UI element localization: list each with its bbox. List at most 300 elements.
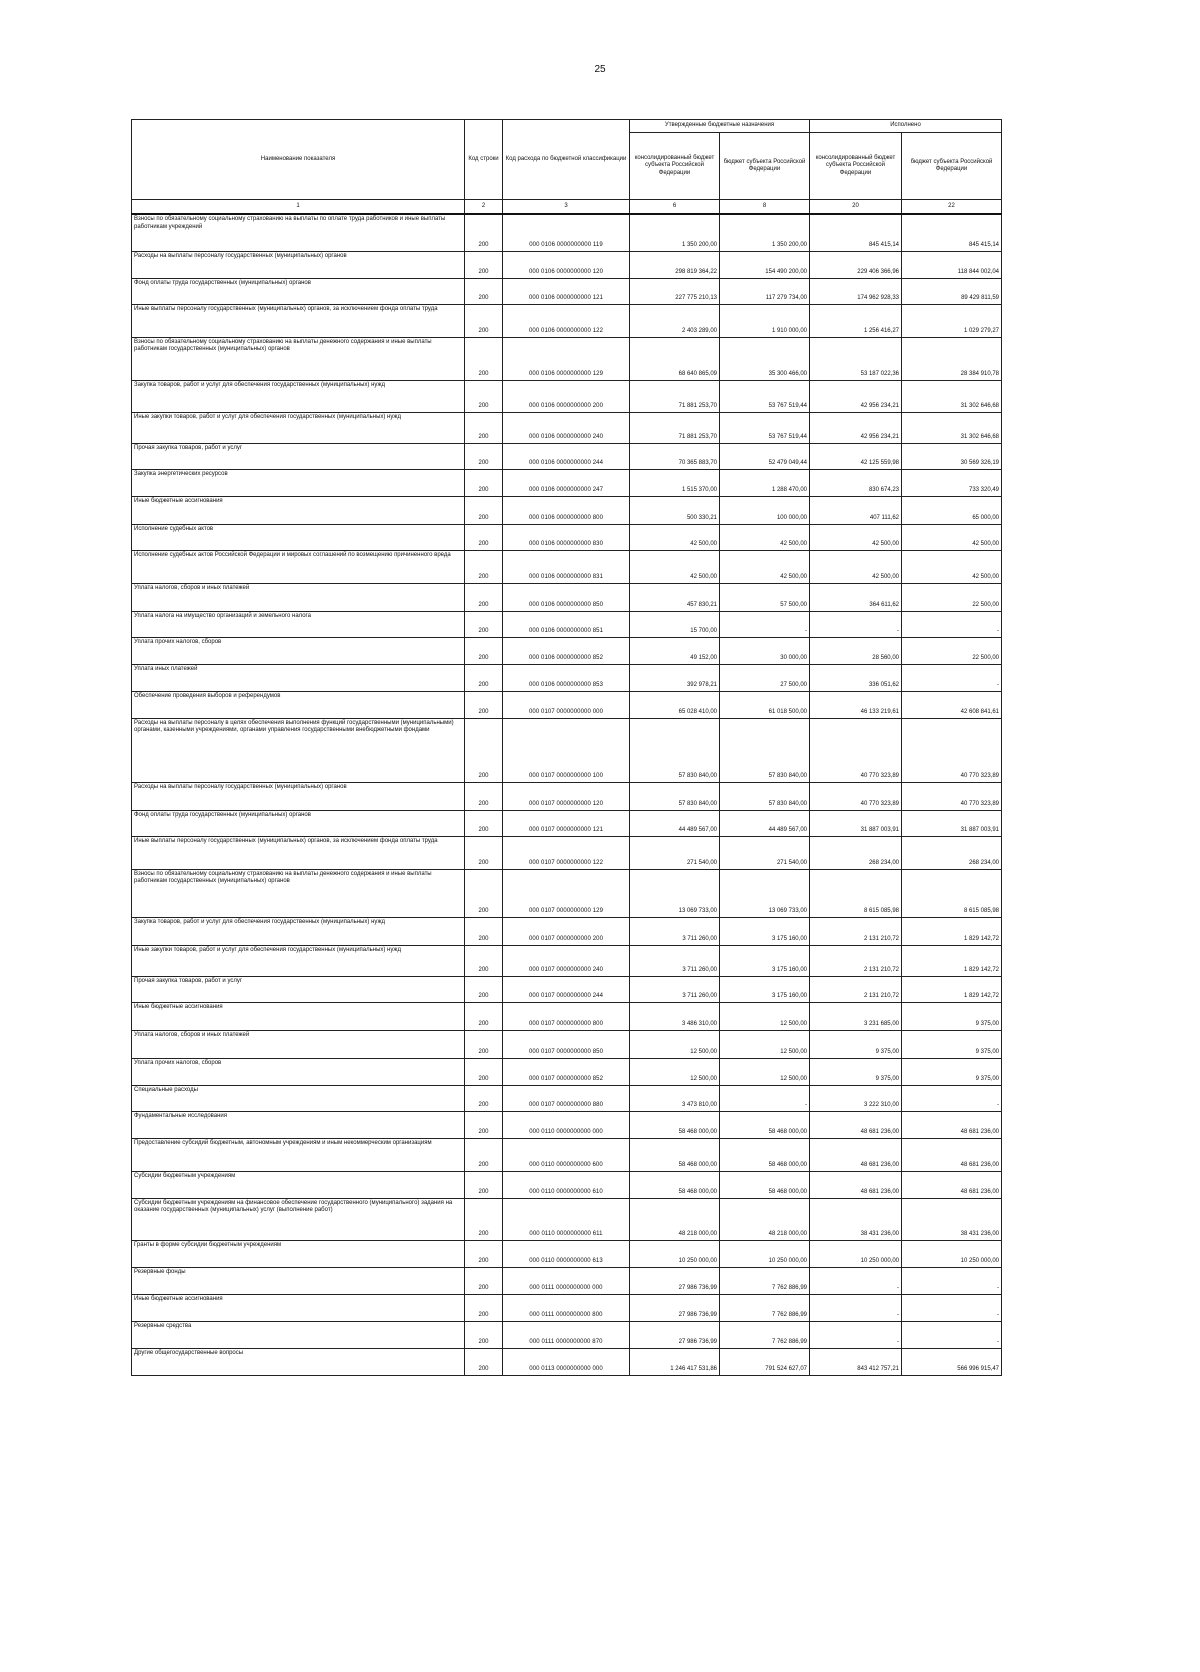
col-number: 3 xyxy=(503,200,630,215)
col-number: 22 xyxy=(902,200,1002,215)
row-kbk-cell: 000 0107 0000000000 120 xyxy=(503,782,630,810)
row-subj-approved-cell: 58 468 000,00 xyxy=(720,1138,810,1171)
col-header-subj-executed: бюджет субъекта Российской Федерации xyxy=(902,133,1002,200)
row-code-cell: 200 xyxy=(465,1171,503,1198)
table-row xyxy=(132,304,1002,337)
table-row xyxy=(132,1085,1002,1111)
row-kbk-cell: 000 0107 0000000000 850 xyxy=(503,1030,630,1058)
row-cons-executed-cell: 42 956 234,21 xyxy=(810,412,902,443)
row-name-cell: Субсидии бюджетным учреждениям xyxy=(132,1171,465,1198)
row-kbk-cell: 000 0106 0000000000 247 xyxy=(503,469,630,496)
row-name-cell: Закупка товаров, работ и услуг для обеспечения государственных (муниципальных) нужд xyxy=(132,380,465,412)
table-row xyxy=(132,1030,1002,1058)
row-subj-approved-cell: 13 069 733,00 xyxy=(720,869,810,917)
row-cons-approved-cell: 27 986 736,99 xyxy=(630,1267,720,1294)
row-subj-approved-cell: 7 762 886,99 xyxy=(720,1294,810,1321)
row-subj-approved-cell: 42 500,00 xyxy=(720,550,810,583)
table-row xyxy=(132,1002,1002,1030)
row-code-cell: 200 xyxy=(465,1058,503,1085)
col-header-kbk: Код расхода по бюджетной классификации xyxy=(503,120,630,200)
row-subj-approved-cell: 154 490 200,00 xyxy=(720,251,810,278)
row-kbk-cell: 000 0106 0000000000 121 xyxy=(503,278,630,304)
row-subj-executed-cell: 42 500,00 xyxy=(902,550,1002,583)
row-subj-executed-cell: 9 375,00 xyxy=(902,1030,1002,1058)
table-row xyxy=(132,637,1002,664)
row-name-cell: Уплата прочих налогов, сборов xyxy=(132,637,465,664)
table-row xyxy=(132,412,1002,443)
row-subj-executed-cell: 31 302 646,68 xyxy=(902,412,1002,443)
row-subj-approved-cell: 52 479 049,44 xyxy=(720,443,810,469)
row-kbk-cell: 000 0106 0000000000 119 xyxy=(503,214,630,251)
row-subj-executed-cell: 1 829 142,72 xyxy=(902,976,1002,1002)
row-cons-executed-cell: - xyxy=(810,1267,902,1294)
table-row xyxy=(132,1348,1002,1375)
row-subj-executed-cell: - xyxy=(902,611,1002,637)
row-kbk-cell: 000 0107 0000000000 121 xyxy=(503,810,630,836)
row-kbk-cell: 000 0111 0000000000 870 xyxy=(503,1321,630,1348)
row-subj-approved-cell: 53 767 519,44 xyxy=(720,380,810,412)
row-code-cell: 200 xyxy=(465,469,503,496)
row-subj-executed-cell: - xyxy=(902,1321,1002,1348)
row-subj-executed-cell: 31 887 003,91 xyxy=(902,810,1002,836)
row-subj-approved-cell: 35 300 466,00 xyxy=(720,337,810,380)
row-code-cell: 200 xyxy=(465,524,503,550)
row-cons-executed-cell: 2 131 210,72 xyxy=(810,945,902,976)
row-code-cell: 200 xyxy=(465,1240,503,1267)
row-code-cell: 200 xyxy=(465,1111,503,1138)
row-cons-approved-cell: 27 986 736,99 xyxy=(630,1321,720,1348)
row-cons-executed-cell: 46 133 219,61 xyxy=(810,691,902,718)
row-name-cell: Иные бюджетные ассигнования xyxy=(132,496,465,524)
table-row xyxy=(132,1138,1002,1171)
col-header-cons-approved: консолидированный бюджет субъекта Российской Федерации xyxy=(630,133,720,200)
row-subj-executed-cell: 30 569 326,19 xyxy=(902,443,1002,469)
row-kbk-cell: 000 0106 0000000000 800 xyxy=(503,496,630,524)
row-cons-approved-cell: 1 246 417 531,86 xyxy=(630,1348,720,1375)
row-cons-approved-cell: 49 152,00 xyxy=(630,637,720,664)
row-cons-executed-cell: 3 222 310,00 xyxy=(810,1085,902,1111)
row-name-cell: Гранты в форме субсидии бюджетным учреждениям xyxy=(132,1240,465,1267)
row-cons-approved-cell: 10 250 000,00 xyxy=(630,1240,720,1267)
row-kbk-cell: 000 0106 0000000000 853 xyxy=(503,664,630,691)
row-subj-executed-cell: 22 500,00 xyxy=(902,583,1002,611)
row-kbk-cell: 000 0106 0000000000 120 xyxy=(503,251,630,278)
row-subj-executed-cell: 38 431 236,00 xyxy=(902,1198,1002,1240)
row-subj-approved-cell: 57 830 840,00 xyxy=(720,782,810,810)
row-cons-approved-cell: 3 486 310,00 xyxy=(630,1002,720,1030)
row-cons-executed-cell: 364 611,62 xyxy=(810,583,902,611)
row-kbk-cell: 000 0111 0000000000 000 xyxy=(503,1267,630,1294)
row-kbk-cell: 000 0110 0000000000 600 xyxy=(503,1138,630,1171)
row-cons-executed-cell: 28 560,00 xyxy=(810,637,902,664)
table-row xyxy=(132,496,1002,524)
row-cons-executed-cell: - xyxy=(810,1294,902,1321)
row-cons-executed-cell: 2 131 210,72 xyxy=(810,917,902,945)
row-kbk-cell: 000 0106 0000000000 851 xyxy=(503,611,630,637)
row-code-cell: 200 xyxy=(465,380,503,412)
row-cons-executed-cell: 843 412 757,21 xyxy=(810,1348,902,1375)
row-name-cell: Субсидии бюджетным учреждениям на финансовое обеспечение государственного (муниципального) задания на оказание государственных (муниципальных) услуг (выполнение работ) xyxy=(132,1198,465,1240)
col-number: 2 xyxy=(465,200,503,215)
row-name-cell: Иные закупки товаров, работ и услуг для обеспечения государственных (муниципальных) нужд xyxy=(132,945,465,976)
row-name-cell: Уплата налогов, сборов и иных платежей xyxy=(132,583,465,611)
table-row xyxy=(132,1171,1002,1198)
row-cons-executed-cell: - xyxy=(810,1321,902,1348)
table-row xyxy=(132,443,1002,469)
row-cons-executed-cell: 268 234,00 xyxy=(810,836,902,869)
row-cons-executed-cell: 48 681 236,00 xyxy=(810,1111,902,1138)
row-subj-executed-cell: 48 681 236,00 xyxy=(902,1111,1002,1138)
row-name-cell: Иные бюджетные ассигнования xyxy=(132,1002,465,1030)
row-code-cell: 200 xyxy=(465,1294,503,1321)
row-cons-approved-cell: 1 350 200,00 xyxy=(630,214,720,251)
row-kbk-cell: 000 0107 0000000000 000 xyxy=(503,691,630,718)
table-row xyxy=(132,836,1002,869)
row-subj-executed-cell: 9 375,00 xyxy=(902,1058,1002,1085)
row-kbk-cell: 000 0107 0000000000 880 xyxy=(503,1085,630,1111)
row-kbk-cell: 000 0107 0000000000 800 xyxy=(503,1002,630,1030)
row-cons-approved-cell: 271 540,00 xyxy=(630,836,720,869)
row-cons-executed-cell: 42 500,00 xyxy=(810,550,902,583)
row-code-cell: 200 xyxy=(465,278,503,304)
table-row xyxy=(132,1294,1002,1321)
row-name-cell: Исполнение судебных актов xyxy=(132,524,465,550)
row-cons-executed-cell: 845 415,14 xyxy=(810,214,902,251)
row-code-cell: 200 xyxy=(465,810,503,836)
row-name-cell: Прочая закупка товаров, работ и услуг xyxy=(132,443,465,469)
table-row xyxy=(132,1198,1002,1240)
row-cons-approved-cell: 13 069 733,00 xyxy=(630,869,720,917)
row-code-cell: 200 xyxy=(465,945,503,976)
row-subj-approved-cell: 3 175 160,00 xyxy=(720,917,810,945)
row-cons-executed-cell: 8 615 085,98 xyxy=(810,869,902,917)
row-subj-approved-cell: 12 500,00 xyxy=(720,1030,810,1058)
row-subj-approved-cell: 7 762 886,99 xyxy=(720,1267,810,1294)
table-row xyxy=(132,214,1002,251)
row-cons-approved-cell: 3 711 260,00 xyxy=(630,976,720,1002)
table-row xyxy=(132,469,1002,496)
row-cons-executed-cell: 38 431 236,00 xyxy=(810,1198,902,1240)
row-name-cell: Расходы на выплаты персоналу государственных (муниципальных) органов xyxy=(132,782,465,810)
table-row xyxy=(132,976,1002,1002)
row-subj-executed-cell: 42 608 841,61 xyxy=(902,691,1002,718)
table-row xyxy=(132,869,1002,917)
table-row xyxy=(132,1240,1002,1267)
row-code-cell: 200 xyxy=(465,550,503,583)
row-subj-executed-cell: - xyxy=(902,1267,1002,1294)
row-cons-executed-cell: 174 962 928,33 xyxy=(810,278,902,304)
row-code-cell: 200 xyxy=(465,412,503,443)
row-name-cell: Уплата иных платежей xyxy=(132,664,465,691)
row-cons-approved-cell: 3 473 810,00 xyxy=(630,1085,720,1111)
row-code-cell: 200 xyxy=(465,691,503,718)
row-name-cell: Иные выплаты персоналу государственных (муниципальных) органов, за исключением фонда оплаты труда xyxy=(132,304,465,337)
row-name-cell: Закупка энергетических ресурсов xyxy=(132,469,465,496)
row-code-cell: 200 xyxy=(465,496,503,524)
table-row xyxy=(132,380,1002,412)
row-code-cell: 200 xyxy=(465,1030,503,1058)
group-header-approved: Утвержденные бюджетные назначения xyxy=(630,120,810,133)
row-name-cell: Иные выплаты персоналу государственных (муниципальных) органов, за исключением фонда оплаты труда xyxy=(132,836,465,869)
row-code-cell: 200 xyxy=(465,869,503,917)
row-code-cell: 200 xyxy=(465,1348,503,1375)
row-subj-approved-cell: 3 175 160,00 xyxy=(720,945,810,976)
row-name-cell: Фундаментальные исследования xyxy=(132,1111,465,1138)
row-subj-approved-cell: 12 500,00 xyxy=(720,1002,810,1030)
group-header-executed: Исполнено xyxy=(810,120,1002,133)
row-subj-executed-cell: - xyxy=(902,1294,1002,1321)
row-name-cell: Резервные фонды xyxy=(132,1267,465,1294)
row-name-cell: Исполнение судебных актов Российской Федерации и мировых соглашений по возмещению причиненного вреда xyxy=(132,550,465,583)
table-row xyxy=(132,718,1002,782)
row-cons-executed-cell: 1 256 416,27 xyxy=(810,304,902,337)
row-code-cell: 200 xyxy=(465,583,503,611)
row-name-cell: Фонд оплаты труда государственных (муниципальных) органов xyxy=(132,278,465,304)
row-subj-approved-cell: 12 500,00 xyxy=(720,1058,810,1085)
row-subj-approved-cell: 48 218 000,00 xyxy=(720,1198,810,1240)
row-subj-approved-cell: 57 830 840,00 xyxy=(720,718,810,782)
col-number: 20 xyxy=(810,200,902,215)
row-subj-approved-cell: 42 500,00 xyxy=(720,524,810,550)
row-code-cell: 200 xyxy=(465,637,503,664)
row-kbk-cell: 000 0110 0000000000 000 xyxy=(503,1111,630,1138)
row-cons-approved-cell: 58 468 000,00 xyxy=(630,1171,720,1198)
row-kbk-cell: 000 0107 0000000000 129 xyxy=(503,869,630,917)
row-subj-executed-cell: 48 681 236,00 xyxy=(902,1171,1002,1198)
row-cons-approved-cell: 12 500,00 xyxy=(630,1030,720,1058)
col-header-subj-approved: бюджет субъекта Российской Федерации xyxy=(720,133,810,200)
row-subj-executed-cell: 118 844 002,04 xyxy=(902,251,1002,278)
row-name-cell: Взносы по обязательному социальному страхованию на выплаты денежного содержания и иные выплаты работникам государственных (муниципальных) органов xyxy=(132,337,465,380)
row-cons-approved-cell: 1 515 370,00 xyxy=(630,469,720,496)
table-row xyxy=(132,1058,1002,1085)
row-cons-executed-cell: 42 956 234,21 xyxy=(810,380,902,412)
row-code-cell: 200 xyxy=(465,251,503,278)
row-cons-approved-cell: 42 500,00 xyxy=(630,550,720,583)
row-subj-executed-cell: 845 415,14 xyxy=(902,214,1002,251)
row-cons-approved-cell: 58 468 000,00 xyxy=(630,1138,720,1171)
row-code-cell: 200 xyxy=(465,1085,503,1111)
row-kbk-cell: 000 0107 0000000000 200 xyxy=(503,917,630,945)
row-cons-executed-cell: 53 187 022,36 xyxy=(810,337,902,380)
row-subj-executed-cell: 40 770 323,89 xyxy=(902,782,1002,810)
row-code-cell: 200 xyxy=(465,976,503,1002)
row-cons-executed-cell: 3 231 685,00 xyxy=(810,1002,902,1030)
row-cons-approved-cell: 298 819 364,22 xyxy=(630,251,720,278)
table-row xyxy=(132,782,1002,810)
row-subj-executed-cell: 733 320,49 xyxy=(902,469,1002,496)
table-body xyxy=(132,214,1002,1375)
row-code-cell: 200 xyxy=(465,304,503,337)
row-name-cell: Специальные расходы xyxy=(132,1085,465,1111)
row-name-cell: Иные бюджетные ассигнования xyxy=(132,1294,465,1321)
row-subj-executed-cell: 40 770 323,89 xyxy=(902,718,1002,782)
row-code-cell: 200 xyxy=(465,1267,503,1294)
row-cons-executed-cell: 40 770 323,89 xyxy=(810,718,902,782)
row-subj-executed-cell: 8 615 085,98 xyxy=(902,869,1002,917)
row-name-cell: Обеспечение проведения выборов и референдумов xyxy=(132,691,465,718)
row-cons-approved-cell: 27 986 736,99 xyxy=(630,1294,720,1321)
row-cons-executed-cell: 336 051,62 xyxy=(810,664,902,691)
row-cons-executed-cell: 407 111,62 xyxy=(810,496,902,524)
row-cons-executed-cell: 48 681 236,00 xyxy=(810,1138,902,1171)
row-code-cell: 200 xyxy=(465,611,503,637)
row-cons-approved-cell: 392 978,21 xyxy=(630,664,720,691)
row-code-cell: 200 xyxy=(465,1138,503,1171)
row-subj-approved-cell: 53 767 519,44 xyxy=(720,412,810,443)
row-cons-approved-cell: 57 830 840,00 xyxy=(630,718,720,782)
row-subj-approved-cell: 7 762 886,99 xyxy=(720,1321,810,1348)
row-name-cell: Взносы по обязательному социальному страхованию на выплаты денежного содержания и иные выплаты работникам государственных (муниципальных) органов xyxy=(132,869,465,917)
row-cons-executed-cell: 48 681 236,00 xyxy=(810,1171,902,1198)
row-cons-executed-cell: 40 770 323,89 xyxy=(810,782,902,810)
row-subj-approved-cell: 58 468 000,00 xyxy=(720,1171,810,1198)
row-subj-executed-cell: 1 829 142,72 xyxy=(902,917,1002,945)
row-code-cell: 200 xyxy=(465,782,503,810)
row-cons-approved-cell: 68 640 865,09 xyxy=(630,337,720,380)
col-header-cons-executed: консолидированный бюджет субъекта Российской Федерации xyxy=(810,133,902,200)
row-cons-executed-cell: - xyxy=(810,611,902,637)
row-subj-executed-cell: 1 829 142,72 xyxy=(902,945,1002,976)
row-cons-executed-cell: 10 250 000,00 xyxy=(810,1240,902,1267)
row-subj-executed-cell: 268 234,00 xyxy=(902,836,1002,869)
row-subj-approved-cell: 10 250 000,00 xyxy=(720,1240,810,1267)
row-name-cell: Другие общегосударственные вопросы xyxy=(132,1348,465,1375)
table-row xyxy=(132,278,1002,304)
row-subj-approved-cell: 271 540,00 xyxy=(720,836,810,869)
row-subj-executed-cell: 10 250 000,00 xyxy=(902,1240,1002,1267)
row-cons-executed-cell: 2 131 210,72 xyxy=(810,976,902,1002)
row-subj-approved-cell: 117 279 734,00 xyxy=(720,278,810,304)
row-cons-approved-cell: 2 403 289,00 xyxy=(630,304,720,337)
row-cons-executed-cell: 9 375,00 xyxy=(810,1030,902,1058)
row-subj-approved-cell: 61 018 500,00 xyxy=(720,691,810,718)
row-kbk-cell: 000 0106 0000000000 830 xyxy=(503,524,630,550)
row-cons-approved-cell: 48 218 000,00 xyxy=(630,1198,720,1240)
row-kbk-cell: 000 0110 0000000000 613 xyxy=(503,1240,630,1267)
row-name-cell: Иные закупки товаров, работ и услуг для обеспечения государственных (муниципальных) нужд xyxy=(132,412,465,443)
row-code-cell: 200 xyxy=(465,1198,503,1240)
row-cons-approved-cell: 3 711 260,00 xyxy=(630,945,720,976)
table-header xyxy=(132,120,1002,215)
row-subj-approved-cell: 3 175 160,00 xyxy=(720,976,810,1002)
row-kbk-cell: 000 0110 0000000000 611 xyxy=(503,1198,630,1240)
table-row xyxy=(132,917,1002,945)
table-row xyxy=(132,524,1002,550)
row-cons-executed-cell: 830 674,23 xyxy=(810,469,902,496)
row-subj-approved-cell: 100 000,00 xyxy=(720,496,810,524)
table-row xyxy=(132,550,1002,583)
row-cons-approved-cell: 12 500,00 xyxy=(630,1058,720,1085)
row-subj-approved-cell: 791 524 627,07 xyxy=(720,1348,810,1375)
table-row xyxy=(132,664,1002,691)
row-kbk-cell: 000 0106 0000000000 240 xyxy=(503,412,630,443)
row-subj-approved-cell: 1 910 000,00 xyxy=(720,304,810,337)
row-name-cell: Резервные средства xyxy=(132,1321,465,1348)
row-cons-approved-cell: 44 489 567,00 xyxy=(630,810,720,836)
row-name-cell: Закупка товаров, работ и услуг для обеспечения государственных (муниципальных) нужд xyxy=(132,917,465,945)
row-kbk-cell: 000 0107 0000000000 240 xyxy=(503,945,630,976)
row-cons-executed-cell: 42 500,00 xyxy=(810,524,902,550)
row-subj-approved-cell: 58 468 000,00 xyxy=(720,1111,810,1138)
row-cons-executed-cell: 31 887 003,91 xyxy=(810,810,902,836)
row-cons-approved-cell: 457 830,21 xyxy=(630,583,720,611)
row-subj-executed-cell: - xyxy=(902,1085,1002,1111)
row-name-cell: Фонд оплаты труда государственных (муниципальных) органов xyxy=(132,810,465,836)
row-cons-approved-cell: 227 775 210,13 xyxy=(630,278,720,304)
row-name-cell: Взносы по обязательному социальному страхованию на выплаты по оплате труда работников и иные выплаты работникам учреждений xyxy=(132,214,465,251)
row-cons-approved-cell: 57 830 840,00 xyxy=(630,782,720,810)
table-row xyxy=(132,691,1002,718)
row-subj-executed-cell: 28 384 910,78 xyxy=(902,337,1002,380)
row-cons-approved-cell: 71 881 253,70 xyxy=(630,380,720,412)
row-subj-executed-cell: 1 029 279,27 xyxy=(902,304,1002,337)
row-subj-executed-cell: - xyxy=(902,664,1002,691)
row-cons-approved-cell: 3 711 260,00 xyxy=(630,917,720,945)
row-name-cell: Уплата налога на имущество организаций и земельного налога xyxy=(132,611,465,637)
row-name-cell: Уплата прочих налогов, сборов xyxy=(132,1058,465,1085)
col-number: 1 xyxy=(132,200,465,215)
table-row xyxy=(132,611,1002,637)
row-name-cell: Расходы на выплаты персоналу в целях обеспечения выполнения функций государственными (муниципальными) органами, казенными учреждениями, органами управления государственными внебюджетными фондами xyxy=(132,718,465,782)
row-code-cell: 200 xyxy=(465,337,503,380)
row-kbk-cell: 000 0107 0000000000 100 xyxy=(503,718,630,782)
row-code-cell: 200 xyxy=(465,443,503,469)
row-cons-approved-cell: 15 700,00 xyxy=(630,611,720,637)
row-subj-executed-cell: 22 500,00 xyxy=(902,637,1002,664)
row-cons-executed-cell: 9 375,00 xyxy=(810,1058,902,1085)
row-cons-approved-cell: 70 365 883,70 xyxy=(630,443,720,469)
row-subj-executed-cell: 48 681 236,00 xyxy=(902,1138,1002,1171)
row-kbk-cell: 000 0106 0000000000 200 xyxy=(503,380,630,412)
row-code-cell: 200 xyxy=(465,664,503,691)
row-subj-approved-cell: 44 489 567,00 xyxy=(720,810,810,836)
table-row xyxy=(132,251,1002,278)
col-number: 8 xyxy=(720,200,810,215)
row-kbk-cell: 000 0106 0000000000 122 xyxy=(503,304,630,337)
row-code-cell: 200 xyxy=(465,1321,503,1348)
row-kbk-cell: 000 0107 0000000000 122 xyxy=(503,836,630,869)
table-row xyxy=(132,810,1002,836)
row-subj-approved-cell: 1 350 200,00 xyxy=(720,214,810,251)
table-row xyxy=(132,945,1002,976)
row-code-cell: 200 xyxy=(465,1002,503,1030)
row-kbk-cell: 000 0106 0000000000 852 xyxy=(503,637,630,664)
budget-report-table xyxy=(131,119,1002,1376)
col-header-name: Наименование показателя xyxy=(132,120,465,200)
row-subj-executed-cell: 42 500,00 xyxy=(902,524,1002,550)
row-kbk-cell: 000 0107 0000000000 244 xyxy=(503,976,630,1002)
row-cons-approved-cell: 71 881 253,70 xyxy=(630,412,720,443)
row-kbk-cell: 000 0113 0000000000 000 xyxy=(503,1348,630,1375)
row-subj-approved-cell: 57 500,00 xyxy=(720,583,810,611)
row-name-cell: Предоставление субсидий бюджетным, автономным учреждениям и иным некоммерческим организациям xyxy=(132,1138,465,1171)
table-row xyxy=(132,337,1002,380)
row-cons-approved-cell: 500 330,21 xyxy=(630,496,720,524)
row-subj-approved-cell: - xyxy=(720,611,810,637)
col-number: 6 xyxy=(630,200,720,215)
row-code-cell: 200 xyxy=(465,214,503,251)
row-subj-executed-cell: 89 429 811,59 xyxy=(902,278,1002,304)
row-kbk-cell: 000 0106 0000000000 831 xyxy=(503,550,630,583)
row-cons-approved-cell: 65 028 410,00 xyxy=(630,691,720,718)
row-subj-approved-cell: 30 000,00 xyxy=(720,637,810,664)
row-cons-executed-cell: 42 125 559,98 xyxy=(810,443,902,469)
row-cons-executed-cell: 229 406 366,96 xyxy=(810,251,902,278)
row-name-cell: Прочая закупка товаров, работ и услуг xyxy=(132,976,465,1002)
row-kbk-cell: 000 0106 0000000000 244 xyxy=(503,443,630,469)
table-row xyxy=(132,1267,1002,1294)
